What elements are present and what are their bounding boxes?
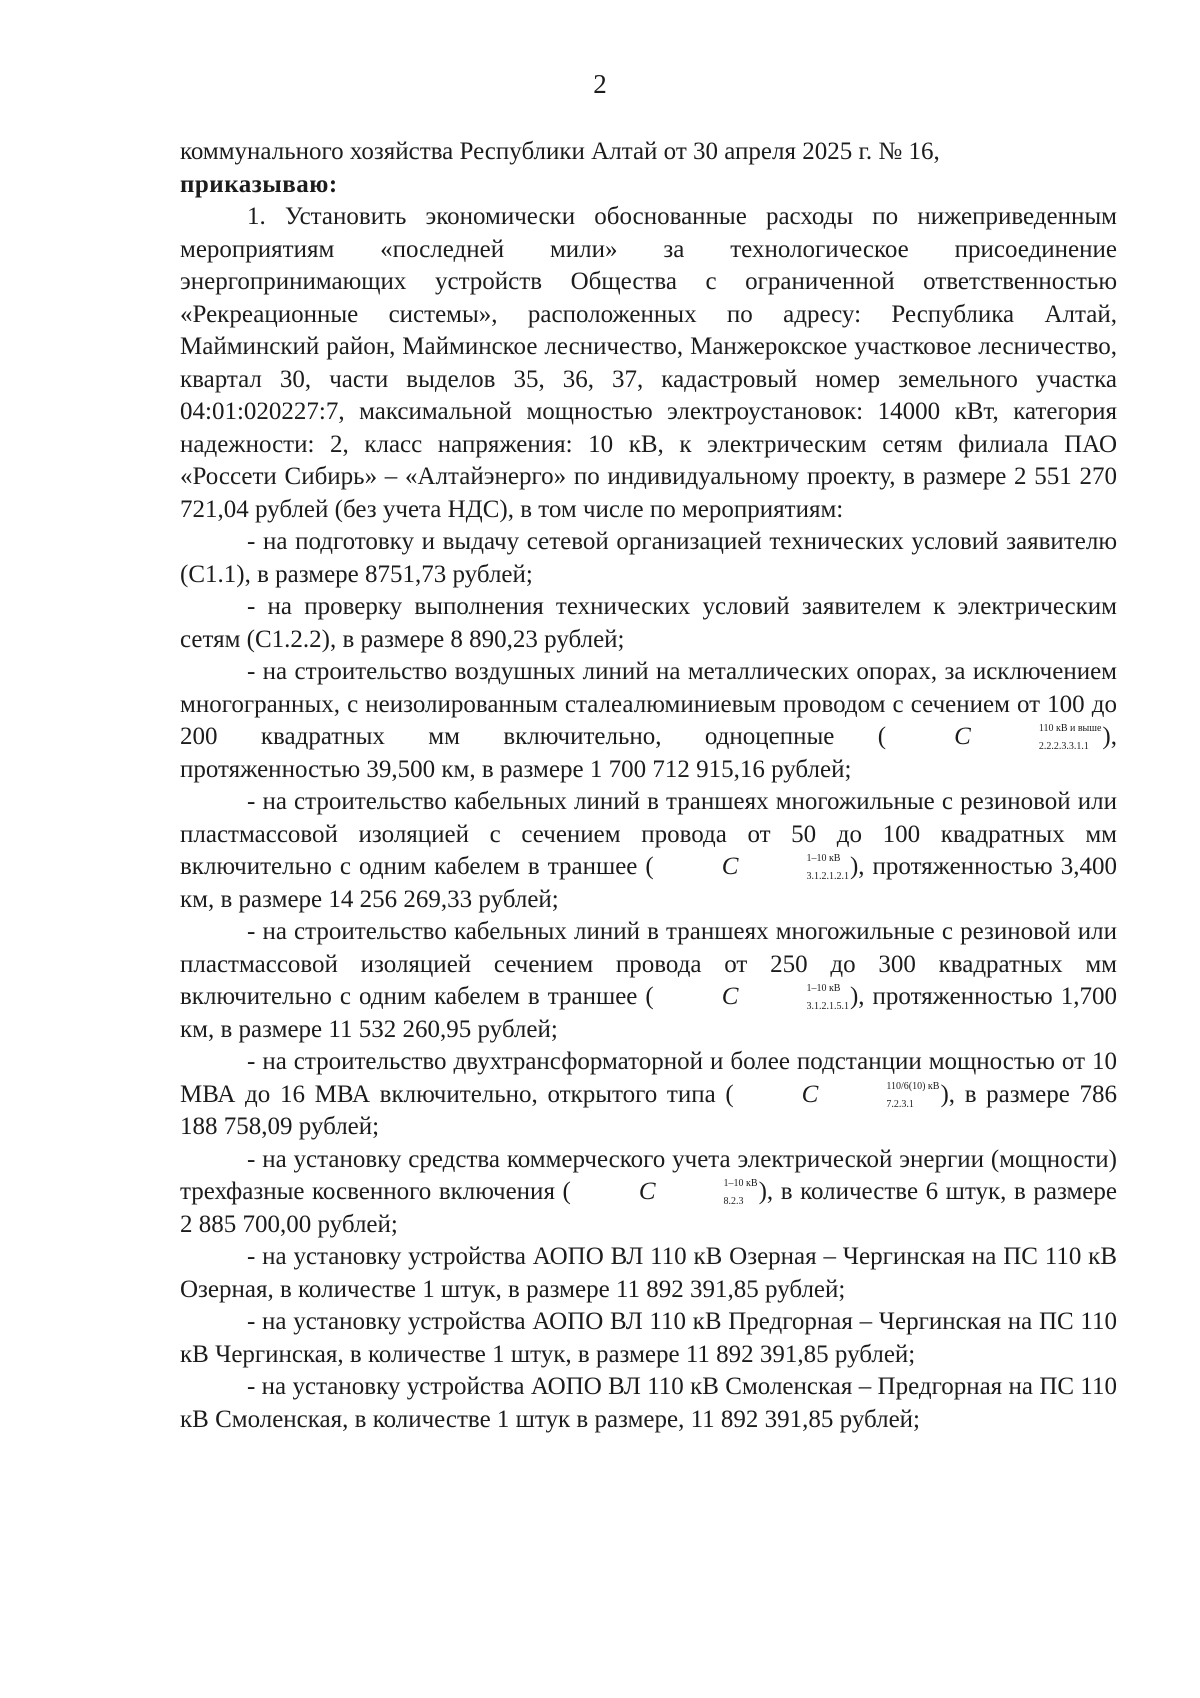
item-aopo-1-paragraph: - на установку устройства АОПО ВЛ 110 кВ Озерная – Чергинская на ПС 110 кВ Озерная, в количестве 1 штук, в размере 11 892 391,85 рублей;	[180, 1243, 1117, 1303]
formula-subscript: 8.2.3	[723, 1196, 744, 1208]
item-overhead-line-paragraph	[180, 656, 1117, 786]
substation-text-after: ), в размере 786 188 758,09 рублей;	[180, 1080, 1117, 1140]
page-number: 2	[593, 69, 607, 99]
item-cable-1-paragraph	[180, 786, 1117, 916]
formula-subscript: 3.1.2.1.5.1	[806, 1001, 849, 1013]
formula-symbol: C	[954, 723, 971, 750]
document-body	[180, 136, 1117, 1436]
cable1-text-after: ), протяженностью 3,400 км, в размере 14 256 269,33 рублей;	[180, 853, 1117, 913]
overhead-formula	[887, 721, 1101, 754]
meter-text-after: ), в количестве 6 штук, в размере 2 885 700,00 рублей;	[180, 1178, 1117, 1238]
overhead-text-after: ), протяженностью 39,500 км, в размере 1 700 712 915,16 рублей;	[180, 723, 1117, 783]
formula-subscript: 7.2.3.1	[886, 1098, 914, 1110]
item-cable-2-paragraph	[180, 916, 1117, 1046]
formula-superscript: 1–10 кВ	[806, 983, 841, 995]
formula-symbol: C	[801, 1080, 819, 1108]
formula-subscript: 2.2.2.3.3.1.1	[1038, 741, 1089, 753]
order-word: приказываю:	[180, 170, 338, 198]
formula-symbol: C	[721, 983, 739, 1010]
cable2-formula	[655, 981, 849, 1014]
cable2-text-before: - на строительство кабельных линий в траншеях многожильные с резиновой или пластмассовой изоляцией сечением провода от 250 до 300 квадратных мм включительно с одним кабелем в траншее (	[180, 918, 1117, 1010]
item-aopo-2-paragraph: - на установку устройства АОПО ВЛ 110 кВ Предгорная – Чергинская на ПС 110 кВ Чергинская, в количестве 1 штук, в размере 11 892 391,85 рублей;	[180, 1308, 1117, 1368]
cable1-formula	[655, 851, 849, 884]
item-c122-paragraph: - на проверку выполнения технических условий заявителем к электрическим сетям (С1.2.2), в размере 8 890,23 рублей;	[180, 593, 1117, 653]
meter-text-before: - на установку средства коммерческого учета электрической энергии (мощности) трехфазные косвенного включения (	[180, 1145, 1117, 1205]
formula-superscript: 110 кВ и выше	[1038, 723, 1102, 735]
formula-superscript: 110/6(10) кВ	[886, 1080, 940, 1092]
intro-text: коммунального хозяйства Республики Алтай от 30 апреля 2025 г. № 16,	[180, 138, 940, 165]
item-c11-paragraph: - на подготовку и выдачу сетевой организацией технических условий заявителю (С1.1), в размере 8751,73 рублей;	[180, 528, 1117, 588]
order-paragraph	[180, 169, 1117, 202]
item-substation-paragraph	[180, 1046, 1117, 1144]
formula-superscript: 1–10 кВ	[806, 853, 841, 865]
item-aopo-3-paragraph: - на установку устройства АОПО ВЛ 110 кВ Смоленская – Предгорная на ПС 110 кВ Смоленская, в количестве 1 штук в размере, 11 892 391,85 рублей;	[180, 1373, 1117, 1433]
overhead-text-before: - на строительство воздушных линий на металлических опорах, за исключением многогранных, с неизолированным сталеалюминиевым проводом с сечением от 100 до 200 квадратных мм включительно, одноцепные (	[180, 658, 1117, 750]
formula-superscript: 1–10 кВ	[723, 1178, 758, 1190]
substation-text-before: - на строительство двухтрансформаторной и более подстанции мощностью от 10 МВА до 16 МВА включительно, открытого типа (	[180, 1048, 1117, 1108]
item-meter-paragraph	[180, 1144, 1117, 1242]
formula-symbol: C	[721, 853, 739, 880]
intro-paragraph	[180, 136, 1117, 169]
item-1-paragraph: 1. Установить экономически обоснованные расходы по нижеприведенным мероприятиям «последней мили» за технологическое присоединение энергопринимающих устройств Общества с ограниченной ответственностью «Рекреационные системы», расположенных по адресу: Республика Алтай, Майминский район, Майминское лесничество, Манжерокское участковое лесничество, квартал 30, части выделов 35, 36, 37, кадастровый номер земельного участка 04:01:020227:7, максимальной мощностью электроустановок: 14000 кВт, категория надежности: 2, класс напряжения: 10 кВ, к электрическим сетям филиала ПАО «Россети Сибирь» – «Алтайэнерго» по индивидуальному проекту, в размере 2 551 270 721,04 рублей (без учета НДС), в том числе по мероприятиям:	[180, 203, 1117, 523]
substation-formula	[735, 1079, 940, 1112]
formula-subscript: 3.1.2.1.2.1	[806, 871, 849, 883]
cable2-text-after: ), протяженностью 1,700 км, в размере 11 532 260,95 рублей;	[180, 983, 1117, 1043]
formula-symbol: C	[638, 1178, 656, 1205]
meter-formula	[572, 1176, 758, 1209]
cable1-text-before: - на строительство кабельных линий в траншеях многожильные с резиновой или пластмассовой изоляцией с сечением провода от 50 до 100 квадратных мм включительно с одним кабелем в траншее (	[180, 788, 1117, 880]
